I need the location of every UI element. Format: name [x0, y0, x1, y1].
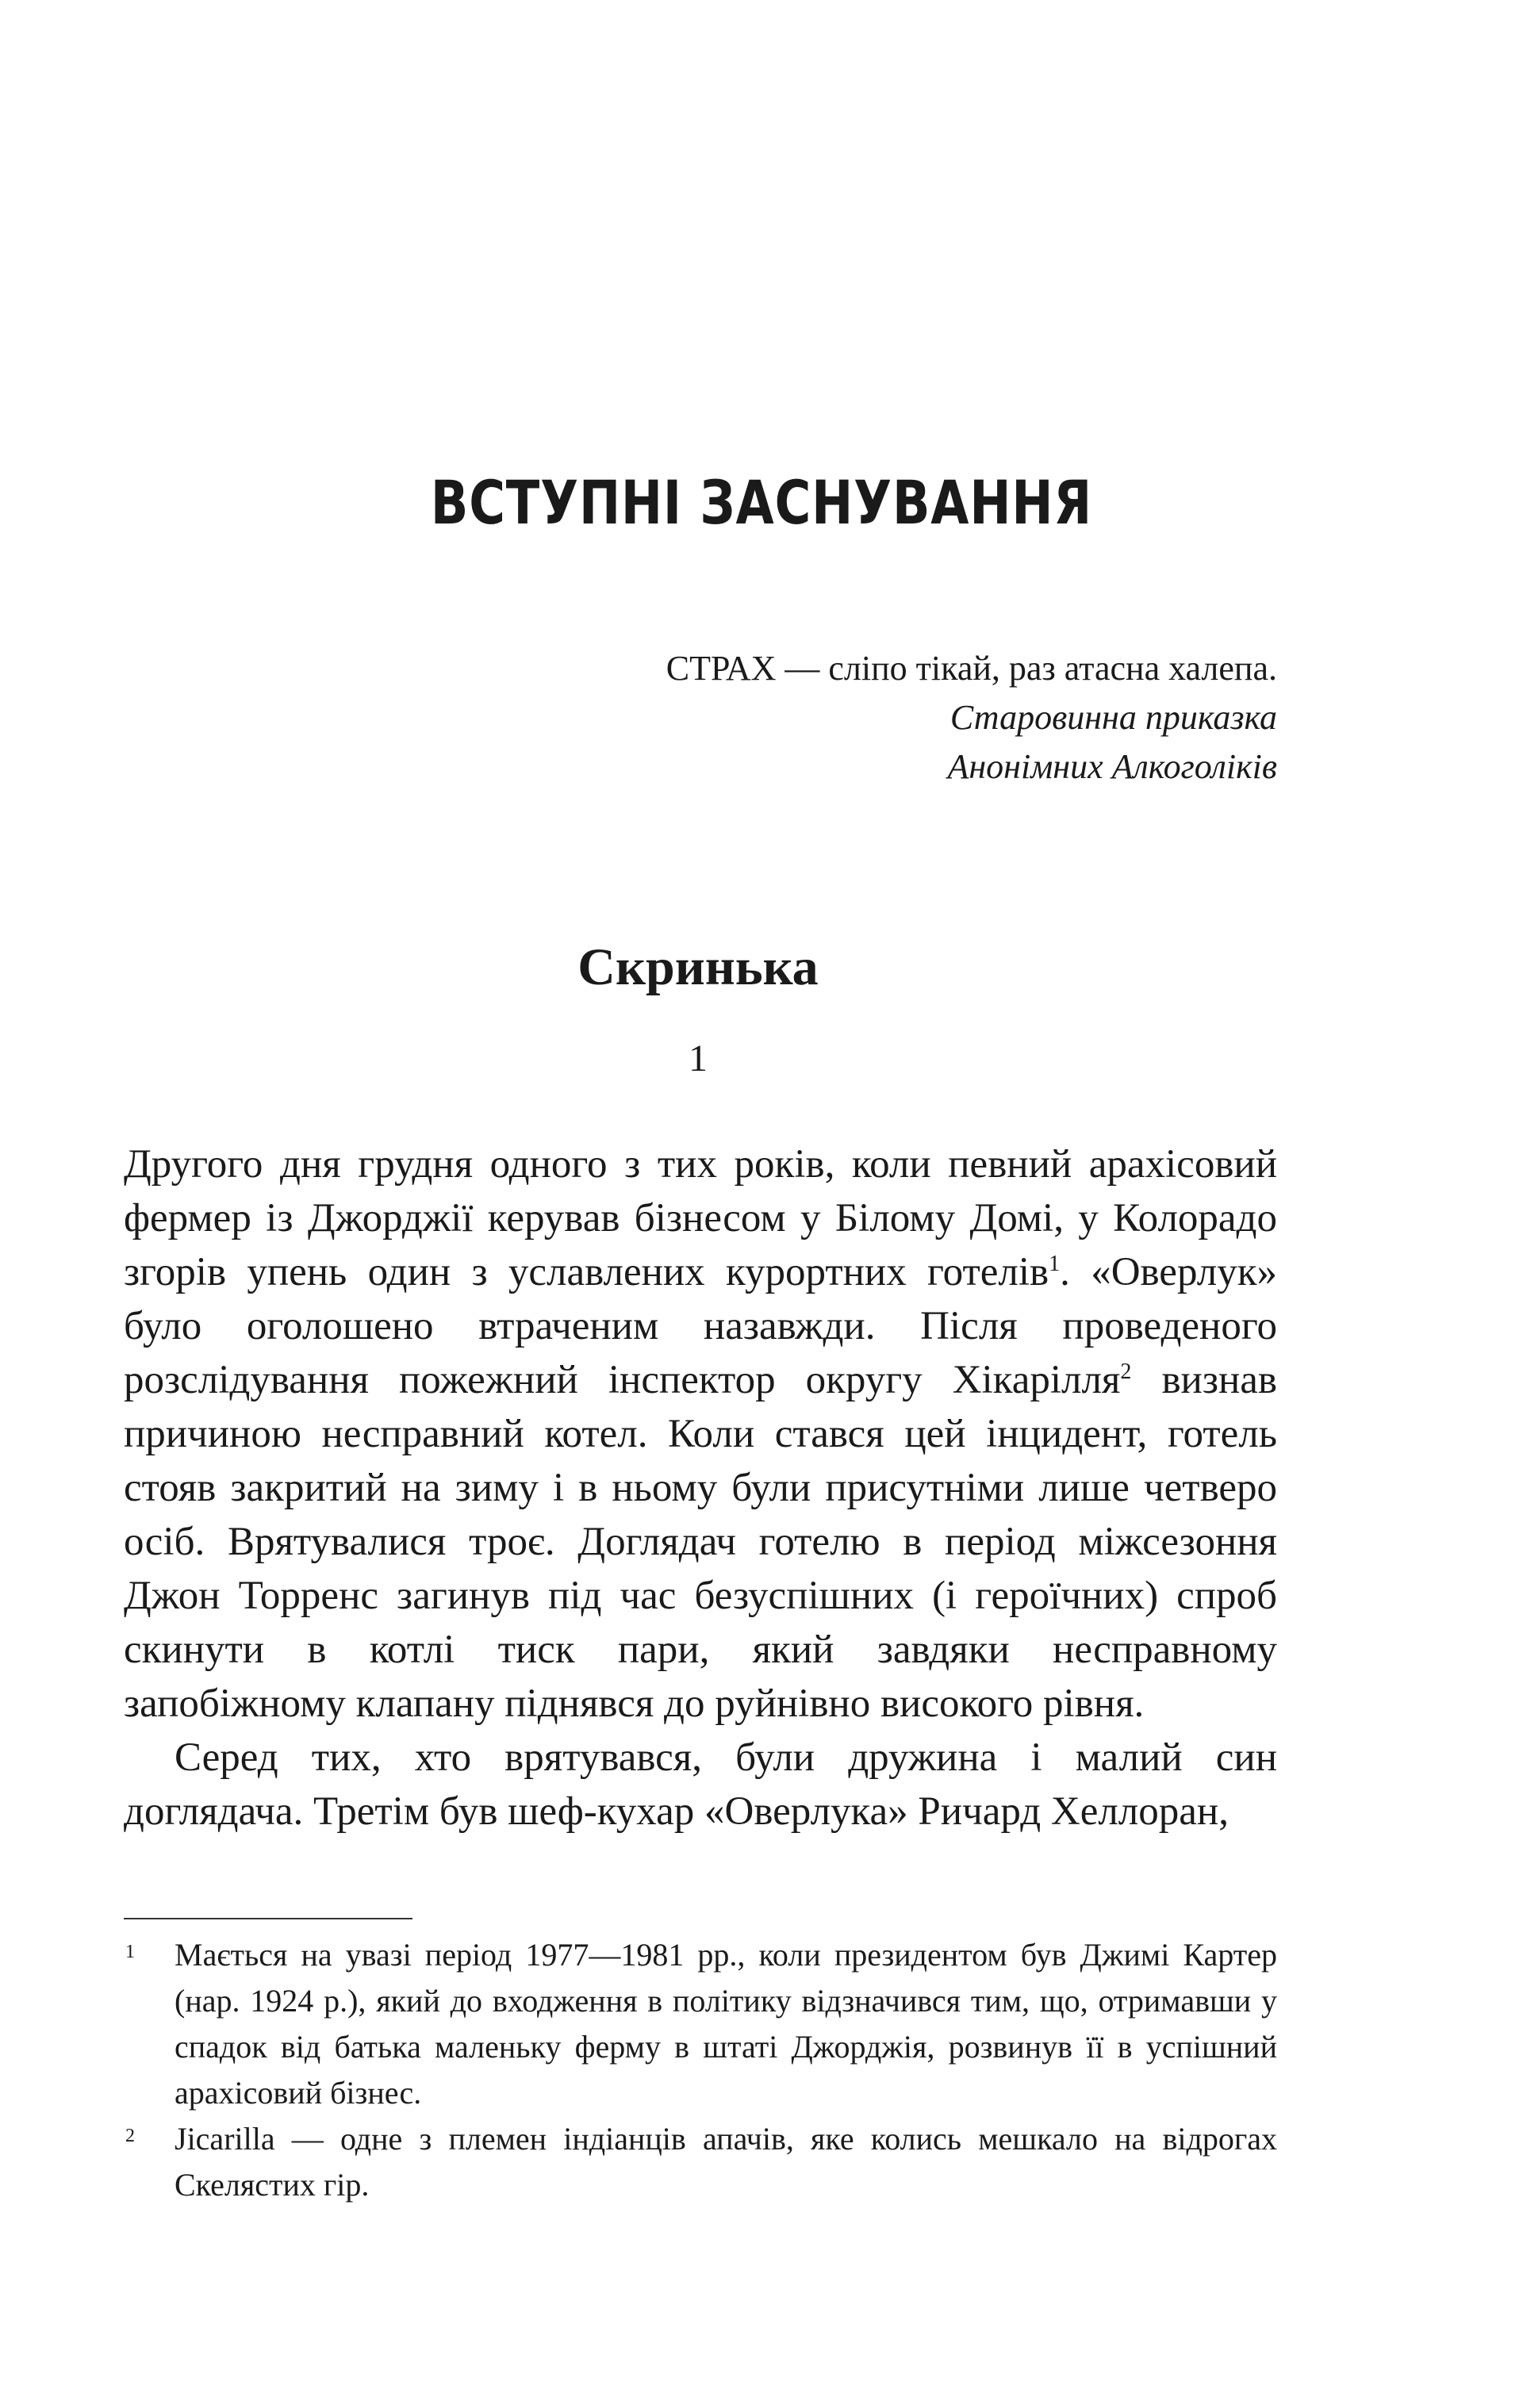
footnotes — [124, 1932, 1277, 2208]
paragraph-1 — [124, 1137, 1277, 1731]
footnote-2 — [124, 2116, 1277, 2208]
body-text — [124, 1137, 1277, 1839]
footnote-1 — [124, 1932, 1277, 2116]
paragraph-1-part-c: визнав причиною несправний котел. Коли стався цей інцидент, готель стояв закритий на зиму і в ньому були присутніми лише четверо осіб. Врятувалися троє. Доглядач готелю в період міжсезоння Джон Торренс загинув під час безуспішних (і героїчних) спроб скинути в котлі тиск пари, який завдяки несправному запобіжному клапану піднявся до руйнівно високого рівня. — [124, 1358, 1277, 1726]
paragraph-1-part-a: Другого дня грудня одного з тих років, коли певний арахісовий фермер із Джорджії керував бізнесом у Білому Домі, у Колорадо згорів упень один з уславлених курортних готелів — [124, 1142, 1277, 1294]
part-title: ВСТУПНІ ЗАСНУВАННЯ — [430, 467, 1093, 538]
chapter-title: Скринька — [577, 938, 819, 996]
footnote-2-mark: 2 — [125, 2126, 135, 2146]
paragraph-2: Серед тих, хто врятувався, були дружина і малий син доглядача. Третім був шеф-кухар «Оверлука» Ричард Хеллоран, — [124, 1735, 1277, 1834]
paragraph-1-part-b: . «Оверлук» було оголошено втраченим назавжди. Після проведеного розслідування пожежний інспектор округу Хікарілля — [124, 1250, 1277, 1402]
footnote-1-text: Мається на увазі період 1977—1981 рр., коли президентом був Джимі Картер (нар. 1924 р.), який до входження в політику відзначився тим, що, отримавши у спадок від батька маленьку ферму в штаті Джорджія, розвинув її в успішний арахісовий бізнес. — [175, 1937, 1277, 2111]
footnote-ref-1[interactable]: 1 — [1049, 1252, 1061, 1276]
epigraph-quote: СТРАХ — сліпо тікай, раз атасна халепа. — [666, 649, 1277, 688]
chapter-number: 1 — [689, 1037, 708, 1079]
footnote-divider — [124, 1918, 412, 1919]
footnote-ref-2[interactable]: 2 — [1120, 1359, 1132, 1384]
epigraph-source-line-2: Анонімних Алкоголіків — [947, 747, 1277, 786]
footnote-2-text: Jicarilla — одне з племен індіанців апачів, яке колись мешкало на відрогах Скелястих гір. — [175, 2121, 1277, 2203]
footnote-1-mark: 1 — [125, 1942, 135, 1962]
epigraph — [405, 644, 1277, 792]
epigraph-source-line-1: Старовинна приказка — [949, 698, 1277, 737]
